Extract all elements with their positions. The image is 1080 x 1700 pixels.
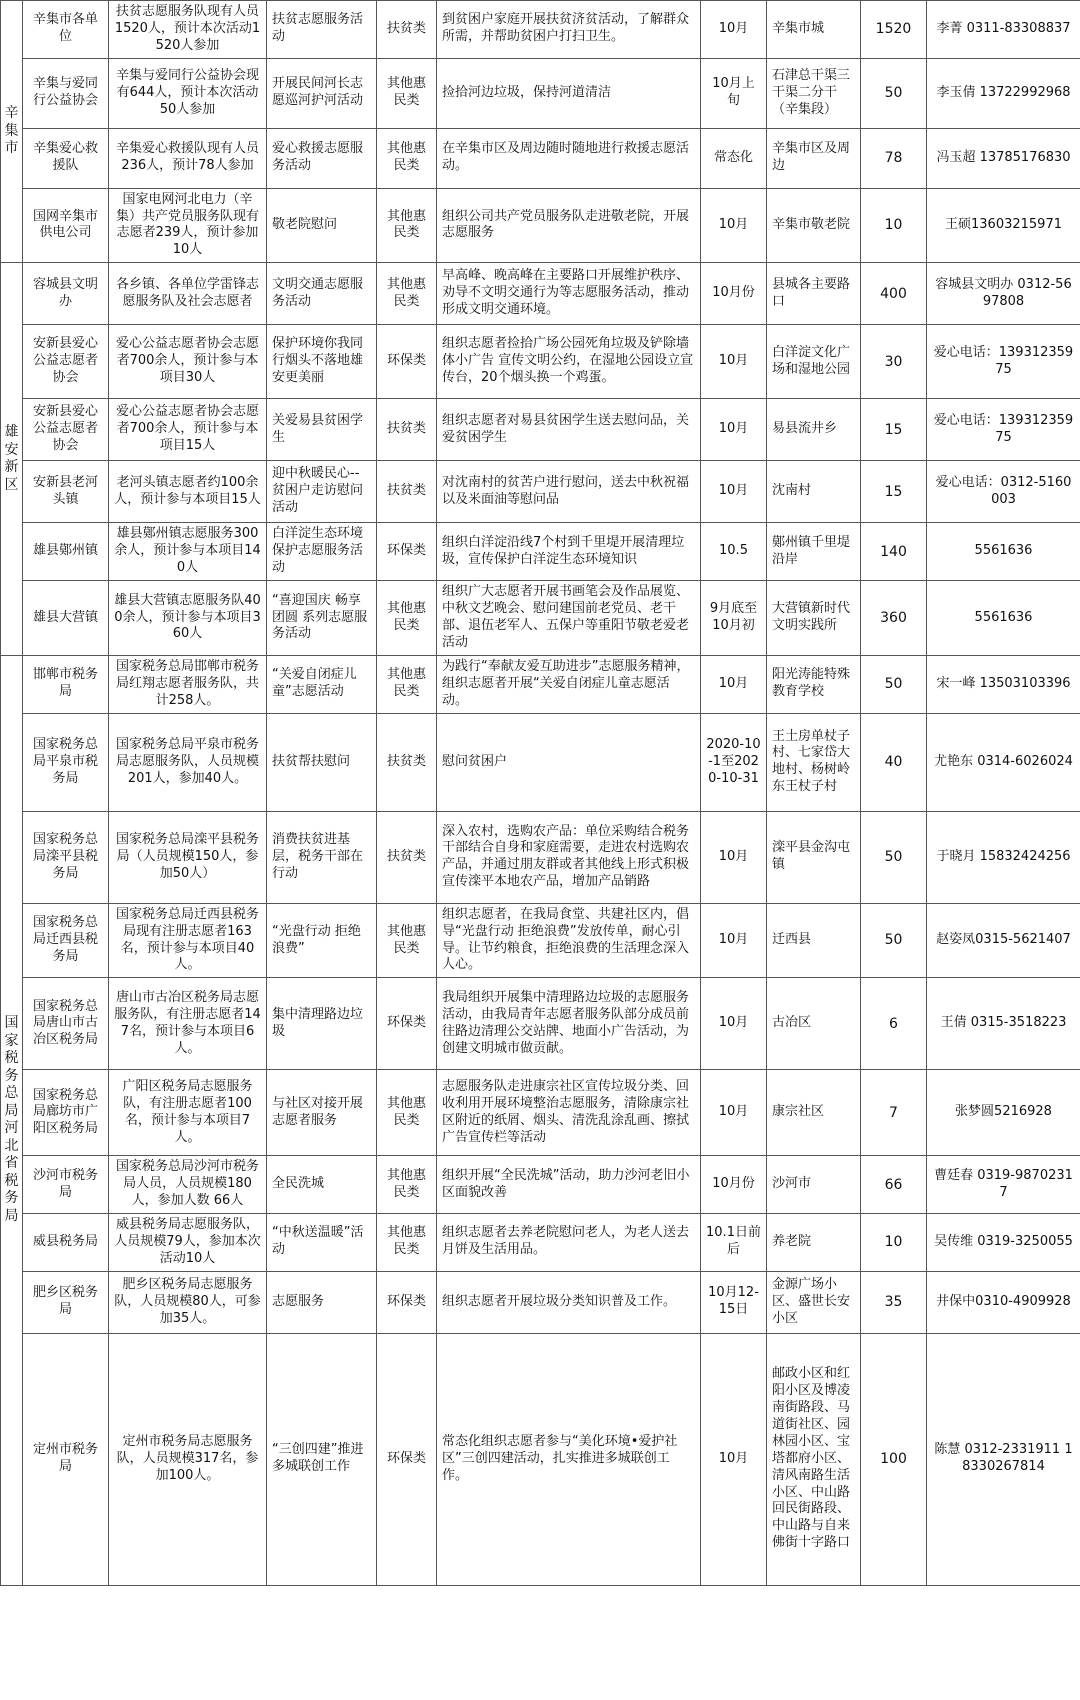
place-cell: 易县流井乡	[767, 399, 861, 461]
place-cell: 迁西县	[767, 903, 861, 978]
table-row	[1, 325, 1080, 399]
contact-cell: 曹廷春 0319-98702317	[927, 1156, 1080, 1214]
table-row	[1, 188, 1080, 263]
place-cell: 县城各主要路口	[767, 263, 861, 325]
project-cell: 爱心救援志愿服务活动	[267, 128, 377, 188]
count-cell: 6	[861, 978, 927, 1070]
project-cell: 全民洗城	[267, 1156, 377, 1214]
project-cell: “喜迎国庆 畅享团圆 系列志愿服务活动	[267, 581, 377, 656]
contact-cell: 宋一峰 13503103396	[927, 655, 1080, 713]
content-cell: 为践行“奉献友爱互助进步”志愿服务精神，组织志愿者开展“关爱自闭症儿童志愿活动。	[437, 655, 701, 713]
category-cell: 其他惠民类	[377, 655, 437, 713]
content-cell: 到贫困户家庭开展扶贫济贫活动，了解群众所需，并帮助贫困户打扫卫生。	[437, 1, 701, 59]
content-cell: 组织开展“全民洗城”活动，助力沙河老旧小区面貌改善	[437, 1156, 701, 1214]
place-cell: 王土房单杖子村、七家岱大地村、杨树岭东王杖子村	[767, 713, 861, 811]
count-cell: 7	[861, 1070, 927, 1156]
team-cell: 辛集与爱同行公益协会现有644人，预计本次活动50人参加	[109, 58, 267, 128]
time-cell: 10.1日前后	[701, 1214, 767, 1272]
place-cell: 阳光涛能特殊教育学校	[767, 655, 861, 713]
category-cell: 其他惠民类	[377, 903, 437, 978]
count-cell: 10	[861, 1214, 927, 1272]
content-cell: 在辛集市区及周边随时随地进行救援志愿活动。	[437, 128, 701, 188]
content-cell: 组织志愿者对易县贫困学生送去慰问品，关爱贫困学生	[437, 399, 701, 461]
content-cell: 常态化组织志愿者参与“美化环境•爱护社区”三创四建活动，扎实推进多城联创工作。	[437, 1333, 701, 1585]
team-cell: 雄县鄚州镇志愿服务300余人，预计参与本项目140人	[109, 523, 267, 581]
content-cell: 对沈南村的贫苦户进行慰问，送去中秋祝福以及米面油等慰问品	[437, 461, 701, 523]
unit-cell: 国家税务总局唐山市古冶区税务局	[23, 978, 109, 1070]
category-cell: 其他惠民类	[377, 1070, 437, 1156]
unit-cell: 安新县老河头镇	[23, 461, 109, 523]
table-row	[1, 399, 1080, 461]
time-cell: 10月	[701, 1333, 767, 1585]
project-cell: 白洋淀生态环境保护志愿服务活动	[267, 523, 377, 581]
contact-cell: 吴传维 0319-3250055	[927, 1214, 1080, 1272]
contact-cell: 李玉倩 13722992968	[927, 58, 1080, 128]
time-cell: 10月	[701, 811, 767, 903]
place-cell: 金源广场小区、盛世长安小区	[767, 1271, 861, 1333]
place-cell: 沙河市	[767, 1156, 861, 1214]
count-cell: 15	[861, 399, 927, 461]
contact-cell: 赵姿凤0315-5621407	[927, 903, 1080, 978]
unit-cell: 国家税务总局滦平县税务局	[23, 811, 109, 903]
region-label: 国家税务总局河北省税务局	[4, 1015, 19, 1224]
team-cell: 国家税务总局迁西县税务局现有注册志愿者163名，预计参与本项目40人。	[109, 903, 267, 978]
category-cell: 扶贫类	[377, 1, 437, 59]
category-cell: 其他惠民类	[377, 1214, 437, 1272]
unit-cell: 沙河市税务局	[23, 1156, 109, 1214]
unit-cell: 辛集爱心救援队	[23, 128, 109, 188]
category-cell: 扶贫类	[377, 461, 437, 523]
time-cell: 常态化	[701, 128, 767, 188]
count-cell: 66	[861, 1156, 927, 1214]
table-row	[1, 1070, 1080, 1156]
place-cell: 古冶区	[767, 978, 861, 1070]
contact-cell: 尤艳东 0314-6026024	[927, 713, 1080, 811]
unit-cell: 邯郸市税务局	[23, 655, 109, 713]
count-cell: 100	[861, 1333, 927, 1585]
place-cell: 鄚州镇千里堤沿岸	[767, 523, 861, 581]
table-row	[1, 1271, 1080, 1333]
category-cell: 环保类	[377, 978, 437, 1070]
unit-cell: 雄县大营镇	[23, 581, 109, 656]
content-cell: 组织白洋淀沿线7个村到千里堤开展清理垃圾，宣传保护白洋淀生态环境知识	[437, 523, 701, 581]
team-cell: 各乡镇、各单位学雷锋志愿服务队及社会志愿者	[109, 263, 267, 325]
region-cell	[1, 655, 23, 1585]
count-cell: 400	[861, 263, 927, 325]
time-cell: 10.5	[701, 523, 767, 581]
time-cell: 10月上旬	[701, 58, 767, 128]
team-cell: 国家税务总局平泉市税务局志愿服务队，人员规模201人，参加40人。	[109, 713, 267, 811]
table-row	[1, 58, 1080, 128]
table-row	[1, 811, 1080, 903]
table-row	[1, 461, 1080, 523]
table-row	[1, 1214, 1080, 1272]
count-cell: 50	[861, 655, 927, 713]
project-cell: 关爱易县贫困学生	[267, 399, 377, 461]
unit-cell: 辛集市各单位	[23, 1, 109, 59]
contact-cell: 李菁 0311-83308837	[927, 1, 1080, 59]
content-cell: 组织志愿者捡拾广场公园死角垃圾及铲除墙体小广告 宣传文明公约，在湿地公园设立宣传台，20个烟头换一个鸡蛋。	[437, 325, 701, 399]
region-cell	[1, 263, 23, 656]
team-cell: 威县税务局志愿服务队，人员规模79人，参加本次活动10人	[109, 1214, 267, 1272]
table-row	[1, 263, 1080, 325]
unit-cell: 国网辛集市供电公司	[23, 188, 109, 263]
contact-cell: 爱心电话：0312-5160003	[927, 461, 1080, 523]
place-cell: 石津总干渠三干渠二分干（辛集段）	[767, 58, 861, 128]
time-cell: 10月12-15日	[701, 1271, 767, 1333]
table-row	[1, 523, 1080, 581]
time-cell: 10月	[701, 188, 767, 263]
contact-cell: 井保中0310-4909928	[927, 1271, 1080, 1333]
unit-cell: 安新县爱心公益志愿者协会	[23, 325, 109, 399]
category-cell: 环保类	[377, 325, 437, 399]
time-cell: 10月	[701, 903, 767, 978]
team-cell: 扶贫志愿服务队现有人员1520人，预计本次活动1520人参加	[109, 1, 267, 59]
table-row	[1, 128, 1080, 188]
unit-cell: 国家税务总局廊坊市广阳区税务局	[23, 1070, 109, 1156]
content-cell: 我局组织开展集中清理路边垃圾的志愿服务活动，由我局青年志愿者服务队部分成员前往路边清理公交站牌、地面小广告活动，为创建文明城市做贡献。	[437, 978, 701, 1070]
count-cell: 15	[861, 461, 927, 523]
project-cell: 扶贫帮扶慰问	[267, 713, 377, 811]
count-cell: 35	[861, 1271, 927, 1333]
project-cell: “光盘行动 拒绝浪费”	[267, 903, 377, 978]
place-cell: 辛集市敬老院	[767, 188, 861, 263]
category-cell: 扶贫类	[377, 713, 437, 811]
time-cell: 10月	[701, 978, 767, 1070]
contact-cell: 于晓月 15832424256	[927, 811, 1080, 903]
contact-cell: 5561636	[927, 581, 1080, 656]
project-cell: 扶贫志愿服务活动	[267, 1, 377, 59]
project-cell: “关爱自闭症儿童”志愿活动	[267, 655, 377, 713]
unit-cell: 容城县文明办	[23, 263, 109, 325]
category-cell: 其他惠民类	[377, 581, 437, 656]
time-cell: 10月	[701, 399, 767, 461]
project-cell: “三创四建”推进多城联创工作	[267, 1333, 377, 1585]
count-cell: 50	[861, 811, 927, 903]
unit-cell: 国家税务总局迁西县税务局	[23, 903, 109, 978]
category-cell: 环保类	[377, 1333, 437, 1585]
team-cell: 雄县大营镇志愿服务队400余人，预计参与本项目360人	[109, 581, 267, 656]
table-row	[1, 655, 1080, 713]
count-cell: 78	[861, 128, 927, 188]
region-cell	[1, 1, 23, 263]
count-cell: 10	[861, 188, 927, 263]
project-cell: 消费扶贫进基层，税务干部在行动	[267, 811, 377, 903]
team-cell: 辛集爱心救援队现有人员236人，预计78人参加	[109, 128, 267, 188]
content-cell: 深入农村，选购农产品：单位采购结合税务干部结合自身和家庭需要，走进农村选购农产品，并通过朋友群或者其他线上形式积极宣传滦平本地农产品，增加产品销路	[437, 811, 701, 903]
category-cell: 其他惠民类	[377, 1156, 437, 1214]
category-cell: 其他惠民类	[377, 58, 437, 128]
time-cell: 9月底至10月初	[701, 581, 767, 656]
contact-cell: 5561636	[927, 523, 1080, 581]
project-cell: 集中清理路边垃圾	[267, 978, 377, 1070]
place-cell: 白洋淀文化广场和湿地公园	[767, 325, 861, 399]
table-row	[1, 713, 1080, 811]
category-cell: 其他惠民类	[377, 188, 437, 263]
count-cell: 360	[861, 581, 927, 656]
table-row	[1, 978, 1080, 1070]
unit-cell: 威县税务局	[23, 1214, 109, 1272]
place-cell: 邮政小区和红阳小区及博凌南街路段、马道街社区、园林园小区、宝塔都府小区、清风南路生活小区、中山路回民街路段、中山路与自来佛街十字路口	[767, 1333, 861, 1585]
place-cell: 大营镇新时代文明实践所	[767, 581, 861, 656]
category-cell: 扶贫类	[377, 811, 437, 903]
project-cell: 敬老院慰问	[267, 188, 377, 263]
count-cell: 50	[861, 58, 927, 128]
unit-cell: 安新县爱心公益志愿者协会	[23, 399, 109, 461]
place-cell: 康宗社区	[767, 1070, 861, 1156]
unit-cell: 肥乡区税务局	[23, 1271, 109, 1333]
content-cell: 组织公司共产党员服务队走进敬老院，开展志愿服务	[437, 188, 701, 263]
contact-cell: 王倩 0315-3518223	[927, 978, 1080, 1070]
place-cell: 沈南村	[767, 461, 861, 523]
time-cell: 10月	[701, 1070, 767, 1156]
contact-cell: 冯玉超 13785176830	[927, 128, 1080, 188]
team-cell: 爱心公益志愿者协会志愿者700余人，预计参与本项目15人	[109, 399, 267, 461]
time-cell: 10月份	[701, 1156, 767, 1214]
content-cell: 组织志愿者，在我局食堂、共建社区内，倡导“光盘行动 拒绝浪费”发放传单，耐心引导。让节约粮食，拒绝浪费的生活理念深入人心。	[437, 903, 701, 978]
team-cell: 国家税务总局沙河市税务局人员，人员规模180人，参加人数 66人	[109, 1156, 267, 1214]
project-cell: 文明交通志愿服务活动	[267, 263, 377, 325]
place-cell: 滦平县金沟屯镇	[767, 811, 861, 903]
time-cell: 2020-10-1至2020-10-31	[701, 713, 767, 811]
count-cell: 50	[861, 903, 927, 978]
table-row	[1, 1156, 1080, 1214]
table-row	[1, 1333, 1080, 1585]
project-cell: 开展民间河长志愿巡河护河活动	[267, 58, 377, 128]
category-cell: 其他惠民类	[377, 263, 437, 325]
count-cell: 40	[861, 713, 927, 811]
time-cell: 10月	[701, 655, 767, 713]
table-row	[1, 1, 1080, 59]
time-cell: 10月	[701, 1, 767, 59]
contact-cell: 王硕13603215971	[927, 188, 1080, 263]
project-cell: “中秋送温暖”活动	[267, 1214, 377, 1272]
team-cell: 广阳区税务局志愿服务队，有注册志愿者100名，预计参与本项目7人。	[109, 1070, 267, 1156]
time-cell: 10月	[701, 461, 767, 523]
project-cell: 志愿服务	[267, 1271, 377, 1333]
team-cell: 老河头镇志愿者约100余人，预计参与本项目15人	[109, 461, 267, 523]
content-cell: 志愿服务队走进康宗社区宣传垃圾分类、回收利用开展环境整治志愿服务，清除康宗社区附近的纸屑、烟头、清洗乱涂乱画、擦拭广告宣传栏等活动	[437, 1070, 701, 1156]
place-cell: 辛集市城	[767, 1, 861, 59]
place-cell: 养老院	[767, 1214, 861, 1272]
contact-cell: 陈慧 0312-2331911 18330267814	[927, 1333, 1080, 1585]
contact-cell: 爱心电话：13931235975	[927, 399, 1080, 461]
team-cell: 国家税务总局滦平县税务局（人员规模150人，参加50人）	[109, 811, 267, 903]
region-label: 辛集市	[4, 105, 19, 157]
category-cell: 环保类	[377, 523, 437, 581]
count-cell: 30	[861, 325, 927, 399]
region-label: 雄安新区	[4, 424, 19, 493]
team-cell: 国家税务总局邯郸市税务局红翔志愿者服务队，共计258人。	[109, 655, 267, 713]
team-cell: 国家电网河北电力（辛集）共产党员服务队现有志愿者239人，预计参加10人	[109, 188, 267, 263]
unit-cell: 雄县鄚州镇	[23, 523, 109, 581]
time-cell: 10月	[701, 325, 767, 399]
category-cell: 环保类	[377, 1271, 437, 1333]
content-cell: 组织广大志愿者开展书画笔会及作品展览、中秋文艺晚会、慰问建国前老党员、老干部、退伍老军人、五保户等重阳节敬老爱老活动	[437, 581, 701, 656]
unit-cell: 辛集与爱同行公益协会	[23, 58, 109, 128]
contact-cell: 容城县文明办 0312-5697808	[927, 263, 1080, 325]
team-cell: 唐山市古冶区税务局志愿服务队，有注册志愿者147名，预计参与本项目6人。	[109, 978, 267, 1070]
category-cell: 其他惠民类	[377, 128, 437, 188]
content-cell: 组织志愿者开展垃圾分类知识普及工作。	[437, 1271, 701, 1333]
count-cell: 1520	[861, 1, 927, 59]
time-cell: 10月份	[701, 263, 767, 325]
unit-cell: 国家税务总局平泉市税务局	[23, 713, 109, 811]
project-cell: 迎中秋暖民心--贫困户走访慰问活动	[267, 461, 377, 523]
unit-cell: 定州市税务局	[23, 1333, 109, 1585]
count-cell: 140	[861, 523, 927, 581]
category-cell: 扶贫类	[377, 399, 437, 461]
content-cell: 慰问贫困户	[437, 713, 701, 811]
team-cell: 定州市税务局志愿服务队，人员规模317名，参加100人。	[109, 1333, 267, 1585]
content-cell: 早高峰、晚高峰在主要路口开展维护秩序、劝导不文明交通行为等志愿服务活动，推动形成文明交通环境。	[437, 263, 701, 325]
project-cell: 与社区对接开展志愿者服务	[267, 1070, 377, 1156]
contact-cell: 爱心电话：13931235975	[927, 325, 1080, 399]
table-row	[1, 903, 1080, 978]
place-cell: 辛集市区及周边	[767, 128, 861, 188]
contact-cell: 张梦圆5216928	[927, 1070, 1080, 1156]
project-cell: 保护环境你我同行烟头不落地雄安更美丽	[267, 325, 377, 399]
table-row	[1, 581, 1080, 656]
content-cell: 捡拾河边垃圾，保持河道清洁	[437, 58, 701, 128]
team-cell: 肥乡区税务局志愿服务队，人员规模80人，可参加35人。	[109, 1271, 267, 1333]
content-cell: 组织志愿者去养老院慰问老人，为老人送去月饼及生活用品。	[437, 1214, 701, 1272]
team-cell: 爱心公益志愿者协会志愿者700余人，预计参与本项目30人	[109, 325, 267, 399]
